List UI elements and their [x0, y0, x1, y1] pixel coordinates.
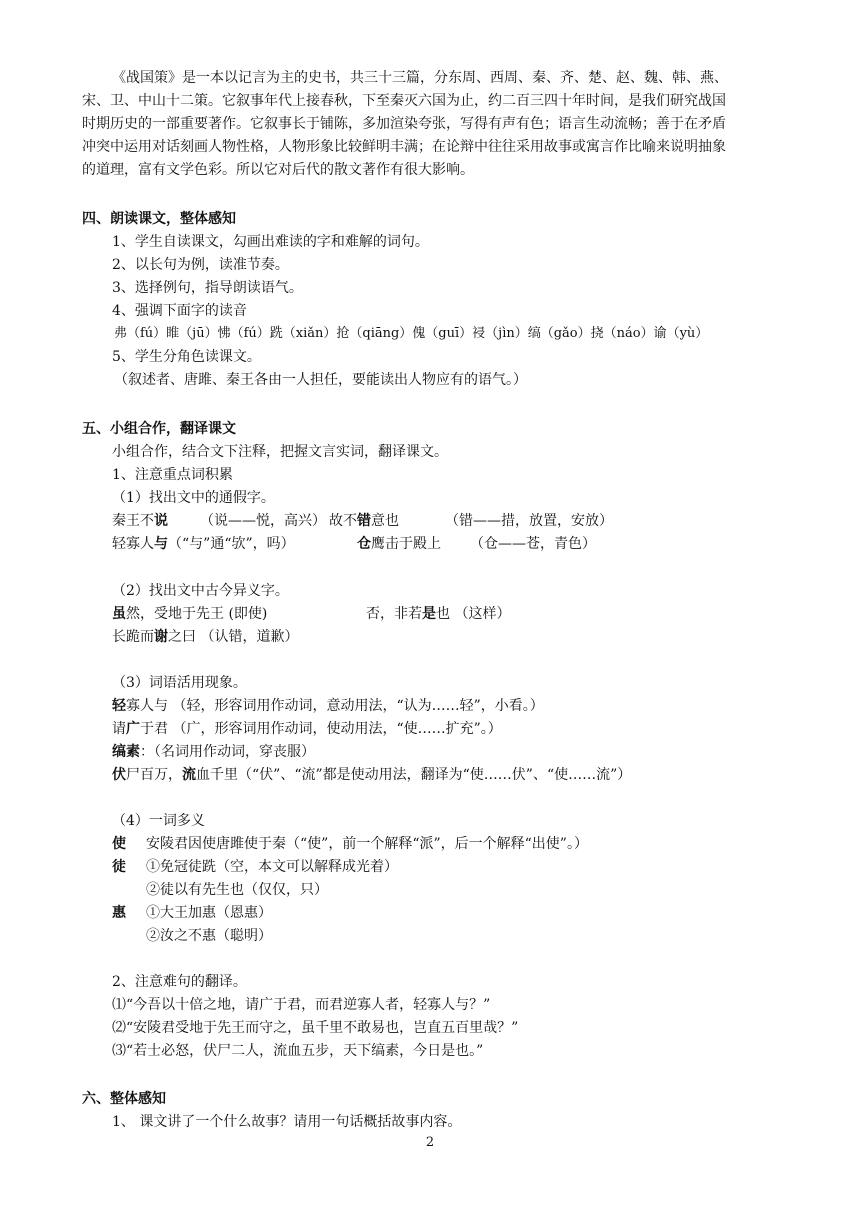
- section-4-item-3: 3、选择例句，指导朗读语气。: [112, 280, 303, 296]
- guji-row-2: 否，非若是也 （这样）: [366, 606, 511, 622]
- section-4-note: （叙述者、唐雎、秦王各由一人担任，要能读出人物应有的语气。）: [114, 372, 527, 388]
- section-5-sub-1: 1、注意重点词积累: [112, 467, 233, 483]
- guji-row-3: 长跪而谢之曰 （认错，道歉）: [112, 629, 299, 645]
- duoyi-word-hui: 惠: [112, 905, 126, 921]
- section-5-intro: 小组合作，结合文下注释，把握文言实词，翻译课文。: [112, 444, 448, 460]
- duoyi-tu-2: ②徒以有先生也（仅仅，只）: [146, 882, 328, 898]
- tongjia-row-2b: 仓鹰击于殿上: [357, 536, 441, 552]
- page-number: 2: [425, 1135, 435, 1150]
- huoyong-row-1: 轻寡人与 （轻，形容词用作动词，意动用法，“认为……轻”，小看。）: [112, 698, 544, 714]
- huoyong-row-2: 请广于君 （广，形容词用作动词，使动用法，“使……扩充”。）: [112, 721, 502, 737]
- duoyi-shi-text: 安陵君因使唐雎使于秦（“使”，前一个解释“派”，后一个解释“出使”。）: [146, 836, 588, 852]
- duoyi-hui-1: ①大王加惠（恩惠）: [146, 905, 272, 921]
- huoyong-title: （3）词语活用现象。: [112, 675, 247, 691]
- duoyi-word-shi: 使: [112, 836, 126, 852]
- duoyi-tu-1: ①免冠徒跣（空，本文可以解释成光着）: [146, 859, 398, 875]
- intro-line-4: 冲突中运用对话刻画人物性格，人物形象比较鲜明丰满；在论辩中往往采用故事或寓言作比喻来说明抽象: [82, 139, 726, 155]
- section-4-item-2: 2、以长句为例，读准节奏。: [112, 257, 289, 273]
- section-4-item-5: 5、学生分角色读课文。: [112, 349, 261, 365]
- section-6-item-1: 1、 课文讲了一个什么故事？请用一句话概括故事内容。: [112, 1114, 462, 1130]
- section-4-heading: 四、朗读课文，整体感知: [82, 211, 236, 227]
- difficult-sentence-1: ⑴“今吾以十倍之地，请广于君，而君逆寡人者，轻寡人与？”: [112, 997, 491, 1013]
- intro-line-3: 时期历史的一部重要著作。它叙事长于铺陈，多加渲染夸张，写得有声有色；语言生动流畅；善于在矛盾: [82, 116, 726, 132]
- tongjia-title: （1）找出文中的通假字。: [112, 490, 275, 506]
- guji-row-1: 虽然，受地于先王 (即使): [112, 606, 268, 622]
- section-5-heading: 五、小组合作，翻译课文: [82, 421, 236, 437]
- guji-title: （2）找出文中古今异义字。: [112, 583, 289, 599]
- intro-line-5: 的道理，富有文学色彩。所以它对后代的散文著作有很大影响。: [82, 162, 474, 178]
- intro-line-1: 《战国策》是一本以记言为主的史书，共三十三篇，分东周、西周、秦、齐、楚、赵、魏、韩、燕、: [112, 70, 728, 86]
- tongjia-row-1a: 秦王不说: [112, 513, 168, 529]
- duoyi-title: （4）一词多义: [112, 813, 205, 829]
- huoyong-row-3: 缟素：（名词用作动词，穿丧服）: [112, 744, 315, 760]
- section-5-sub-2: 2、注意难句的翻译。: [112, 974, 247, 990]
- duoyi-hui-2: ②汝之不惠（聪明）: [146, 928, 272, 944]
- intro-line-2: 宋、卫、中山十二策。它叙事年代上接春秋，下至秦灭六国为止，约二百三四十年时间，是我们研究战国: [82, 93, 726, 109]
- pronunciation-list: 弗（fú）睢（jū）怫（fú）跣（xiǎn）抢（qiāng）傀（guī）祲（jìn）缟（gǎo）挠（náo）谕（yù）: [114, 326, 709, 341]
- section-6-heading: 六、整体感知: [82, 1091, 166, 1107]
- tongjia-row-1b-note: （错——措，放置，安放）: [445, 513, 613, 529]
- huoyong-row-4: 伏尸百万，流血千里（“伏”、“流”都是使动用法，翻译为“使……伏”、“使……流”）: [112, 767, 632, 783]
- section-4-item-4: 4、强调下面字的读音: [112, 303, 247, 319]
- duoyi-word-tu: 徒: [112, 859, 126, 875]
- tongjia-row-1a-note: （说——悦，高兴）: [200, 513, 326, 529]
- difficult-sentence-3: ⑶“若士必怒，伏尸二人，流血五步，天下缟素，今日是也。”: [112, 1043, 484, 1059]
- section-4-item-1: 1、学生自读课文，勾画出难读的字和难解的词句。: [112, 234, 429, 250]
- tongjia-row-1b: 故不错意也: [329, 513, 399, 529]
- tongjia-row-2a: 轻寡人与（“与”通“欤”，吗）: [112, 536, 295, 552]
- difficult-sentence-2: ⑵“安陵君受地于先王而守之，虽千里不敢易也，岂直五百里哉？”: [112, 1020, 519, 1036]
- tongjia-row-2b-note: （仓——苍，青色）: [470, 536, 596, 552]
